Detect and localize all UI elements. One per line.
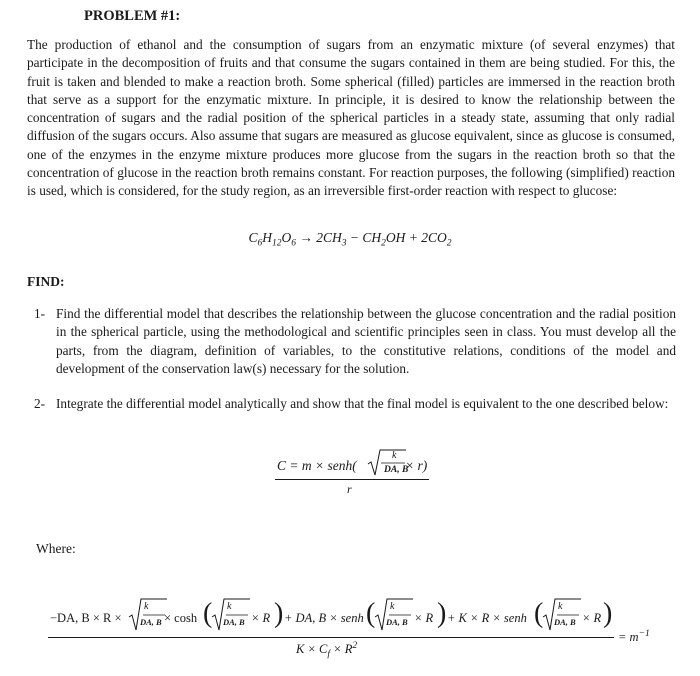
model-fraction-line — [275, 479, 429, 480]
where-term-6: + K × R × senh — [447, 611, 527, 625]
item-text: Find the differential model that describes the relationship between the glucose concentration and the radial position in the spherical particle, using the methodological and scientific principles seen in class. You must develop all the parts, from the diagram, definition of variables, to the constitutive relations, conditions of the model and development of the conservation law(s) necessary for the solution. — [56, 306, 676, 376]
find-item-2 — [34, 395, 676, 413]
sqrt-4-den: DA, B — [554, 617, 576, 627]
sqrt-1-num: k — [144, 601, 149, 612]
where-rhs: = $m^{-1}$ — [618, 629, 650, 645]
sqrt-2-num: k — [227, 601, 232, 612]
paren-open-2: ( — [366, 598, 376, 629]
item-number: 1- — [34, 306, 46, 321]
sqrt-3-num: k — [390, 601, 395, 612]
reaction-rendered: $C_6H_{12}O_6 \to 2CH_3 - CH_2OH + 2CO_2$ — [248, 230, 452, 249]
problem-title: PROBLEM #1: — [84, 8, 181, 24]
where-term-3: × R — [251, 611, 271, 625]
model-sqrt-num: k — [392, 450, 397, 461]
paren-open-3: ( — [534, 598, 544, 629]
paren-close-2: ) — [437, 598, 447, 629]
find-item-1 — [34, 305, 676, 378]
where-term-4: + DA, B × senh — [284, 611, 364, 625]
paren-open-1: ( — [203, 598, 213, 629]
paren-close-3: ) — [603, 598, 613, 629]
where-term-1: −DA, B × R × — [50, 611, 122, 625]
where-denominator: $K \times C_f \times R^2$ — [296, 641, 358, 660]
find-label: FIND: — [27, 274, 65, 289]
model-denominator: r — [347, 482, 352, 496]
where-term-2: × cosh — [164, 611, 198, 625]
reaction-equation — [0, 230, 700, 249]
model-lhs: C = m × senh( — [277, 458, 357, 473]
paren-close-1: ) — [274, 598, 284, 629]
problem-paragraph: The production of ethanol and the consumption of sugars from an enzymatic mixture (of several enzymes) that participate in the decomposition of fruits and that consume the sugars contained in them are being studied. For this, the fruit is taken and blended to make a reaction broth. Some spherical (filled) particles are immersed in the reaction broth that serve as a support for the enzymatic mixture. In principle, it is desired to know the relationship between the concentration of sugars and the radial position of the spherical particles in a steady state, assuming that only radial diffusion of the sugars occurs. Also assume that sugars are measured as glucose equivalent, since as glucose is consumed, one of the enzymes in the enzyme mixture produces more glucose from the sugars in the reaction broth so that the concentration of glucose in the reaction broth remains constant. For reaction purposes, the following (simplified) reaction is used, which is considered, for the study region, as an irreversible first-order reaction with respect to glucose: — [27, 37, 675, 199]
where-label: Where: — [36, 541, 76, 556]
item-number: 2- — [34, 396, 46, 411]
where-term-5: × R — [414, 611, 434, 625]
model-tail: × r) — [405, 458, 428, 473]
sqrt-4-num: k — [558, 601, 563, 612]
sqrt-2-den: DA, B — [223, 617, 245, 627]
where-term-7: × R — [582, 611, 602, 625]
sqrt-3-den: DA, B — [386, 617, 408, 627]
model-sqrt-den: DA, B — [384, 465, 409, 475]
item-text: Integrate the differential model analytically and show that the final model is equivalent to the one described below: — [56, 396, 669, 411]
where-fraction-line — [48, 637, 614, 638]
sqrt-1-den: DA, B — [140, 617, 162, 627]
